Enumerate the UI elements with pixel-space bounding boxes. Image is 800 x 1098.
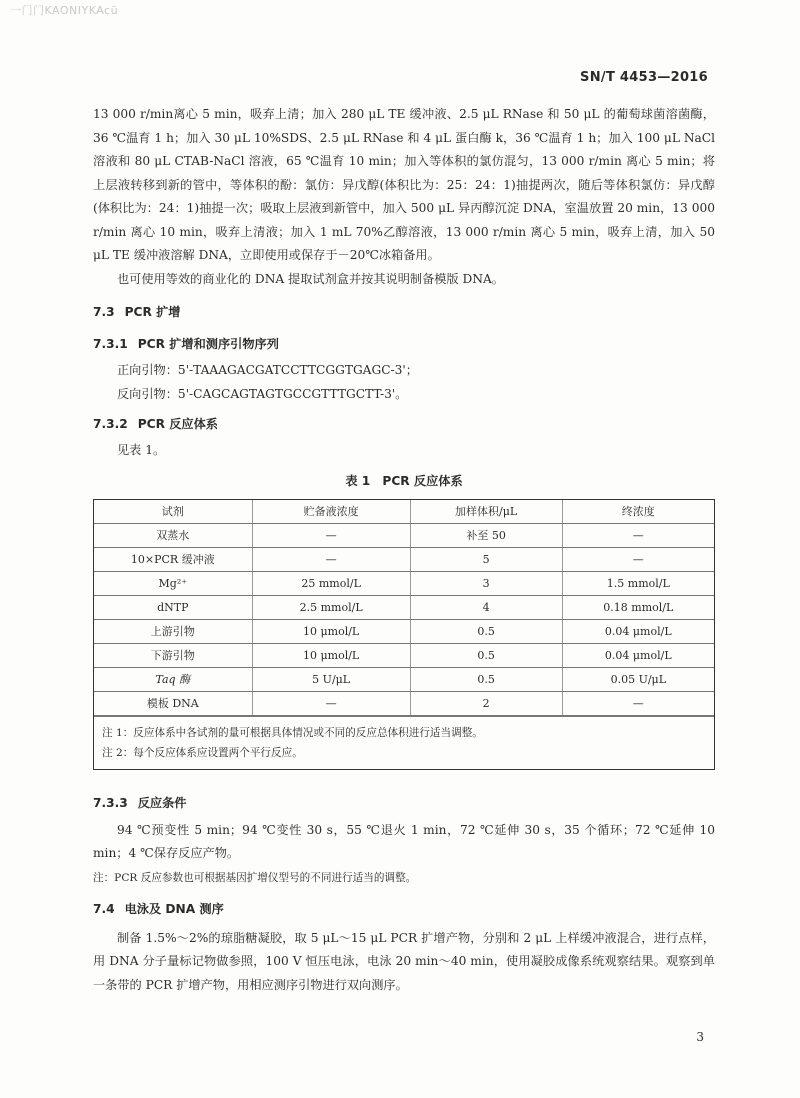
table-row <box>94 547 714 571</box>
reaction-conditions: 94 ℃预变性 5 min；94 ℃变性 30 s，55 ℃退火 1 min，72 ℃延伸 30 s，35 个循环；72 ℃延伸 10 min；4 ℃保存反应产物。 <box>93 822 715 860</box>
forward-primer: 正向引物：5'-TAAAGACGATCCTTCGGTGAGC-3'； <box>117 363 418 377</box>
page-content <box>93 103 715 997</box>
table-cell: 模板 DNA <box>94 691 252 715</box>
table-cell: 25 mmol/L <box>252 571 410 595</box>
table-row <box>94 643 714 667</box>
table-cell: 5 <box>410 547 562 571</box>
see-table-text: 见表 1。 <box>117 443 166 457</box>
table-row <box>94 691 714 715</box>
heading-7-3-2: 7.3.2 PCR 反应体系 <box>93 417 218 431</box>
table-header-row <box>94 500 714 524</box>
heading-7-3: 7.3 PCR 扩增 <box>93 305 181 319</box>
table-cell: 0.5 <box>410 667 562 691</box>
table-header-cell: 终浓度 <box>562 500 714 524</box>
table-cell: 1.5 mmol/L <box>562 571 714 595</box>
table-cell: 0.18 mmol/L <box>562 595 714 619</box>
table-row <box>94 667 714 691</box>
extraction-procedure-paragraph: 13 000 r/min离心 5 min，吸弃上清；加入 280 μL TE 缓冲液、2.5 μL RNase 和 50 μL 的葡萄球菌溶菌酶，36 ℃温育 1 h；加入 30 μL 10%SDS、2.5 μL RNase 和 4 μL 蛋白酶 k，36 ℃温育 1 h；加入 100 μL NaCl 溶液和 80 μL CTAB-NaCl 溶液，65 ℃温育 10 min；加入等体积的氯仿混匀，13 000 r/min 离心 5 min；将上层液转移到新的管中，等体积的酚：氯仿：异戊醇(体积比为：25：24：1)抽提两次，随后等体积氯仿：异戊醇(体积比为：24：1)抽提一次；吸取上层液到新管中，加入 500 μL 异丙醇沉淀 DNA，室温放置 20 min，13 000 r/min 离心 10 min，吸弃上清液；加入 1 mL 70%乙醇溶液，13 000 r/min 离心 5 min，吸弃上清，加入 50 μL TE 缓冲液溶解 DNA，立即使用或保存于－20℃冰箱备用。 <box>93 107 715 262</box>
table-cell: — <box>562 523 714 547</box>
table-cell: — <box>252 691 410 715</box>
reverse-primer: 反向引物：5'-CAGCAGTAGTGCCGTTTGCTT-3'。 <box>117 386 408 401</box>
table-cell: Mg²⁺ <box>94 571 252 595</box>
table-cell: 上游引物 <box>94 619 252 643</box>
table-cell: Taq 酶 <box>94 667 252 691</box>
table-header-cell: 加样体积/μL <box>410 500 562 524</box>
table-cell: 10 μmol/L <box>252 643 410 667</box>
table-cell: 0.04 μmol/L <box>562 643 714 667</box>
table-row <box>94 571 714 595</box>
table-cell: 3 <box>410 571 562 595</box>
heading-7-3-1: 7.3.1 PCR 扩增和测序引物序列 <box>93 337 279 351</box>
table-cell: 0.5 <box>410 643 562 667</box>
table-cell: 补至 50 <box>410 523 562 547</box>
table-cell: 2.5 mmol/L <box>252 595 410 619</box>
table-cell: 10×PCR 缓冲液 <box>94 547 252 571</box>
table-cell: 下游引物 <box>94 643 252 667</box>
table-row <box>94 595 714 619</box>
table-cell: 0.04 μmol/L <box>562 619 714 643</box>
table-cell: 双蒸水 <box>94 523 252 547</box>
pcr-reaction-table <box>93 499 715 770</box>
table-cell: 2 <box>410 691 562 715</box>
table-cell: 4 <box>410 595 562 619</box>
electrophoresis-paragraph: 制备 1.5%～2%的琼脂糖凝胶，取 5 μL～15 μL PCR 扩增产物，分别和 2 μL 上样缓冲液混合，进行点样，用 DNA 分子量标记物做参照，100 V 恒压电泳，电泳 20 min～40 min，使用凝胶成像系统观察结果。观察到单一条带的 PCR 扩增产物，用相应测序引物进行双向测序。 <box>93 930 715 992</box>
table-note-2: 注 2：每个反应体系应设置两个平行反应。 <box>102 746 303 759</box>
table-cell: — <box>562 691 714 715</box>
table-row <box>94 523 714 547</box>
table-notes <box>94 716 714 769</box>
page-number: 3 <box>696 1030 704 1044</box>
watermark: 一门门KAONIYKAcū <box>10 4 119 17</box>
table-cell: — <box>562 547 714 571</box>
table-row <box>94 619 714 643</box>
commercial-kit-paragraph: 也可使用等效的商业化的 DNA 提取试剂盒并按其说明制备模版 DNA。 <box>117 271 504 286</box>
table-header-cell: 贮备液浓度 <box>252 500 410 524</box>
table-cell: 0.05 U/μL <box>562 667 714 691</box>
table-cell: 5 U/μL <box>252 667 410 691</box>
table-title: 表 1 PCR 反应体系 <box>345 473 463 488</box>
table-cell: 0.5 <box>410 619 562 643</box>
table-header-cell: 试剂 <box>94 500 252 524</box>
table-cell: — <box>252 523 410 547</box>
conditions-note: 注：PCR 反应参数也可根据基因扩增仪型号的不同进行适当的调整。 <box>93 871 417 884</box>
heading-7-3-3: 7.3.3 反应条件 <box>93 795 187 810</box>
standard-code: SN/T 4453—2016 <box>580 70 708 85</box>
table-note-1: 注 1：反应体系中各试剂的量可根据具体情况或不同的反应总体积进行适当调整。 <box>102 726 483 739</box>
table-cell: — <box>252 547 410 571</box>
table-cell: dNTP <box>94 595 252 619</box>
table-cell: 10 μmol/L <box>252 619 410 643</box>
heading-7-4: 7.4 电泳及 DNA 测序 <box>93 901 224 916</box>
